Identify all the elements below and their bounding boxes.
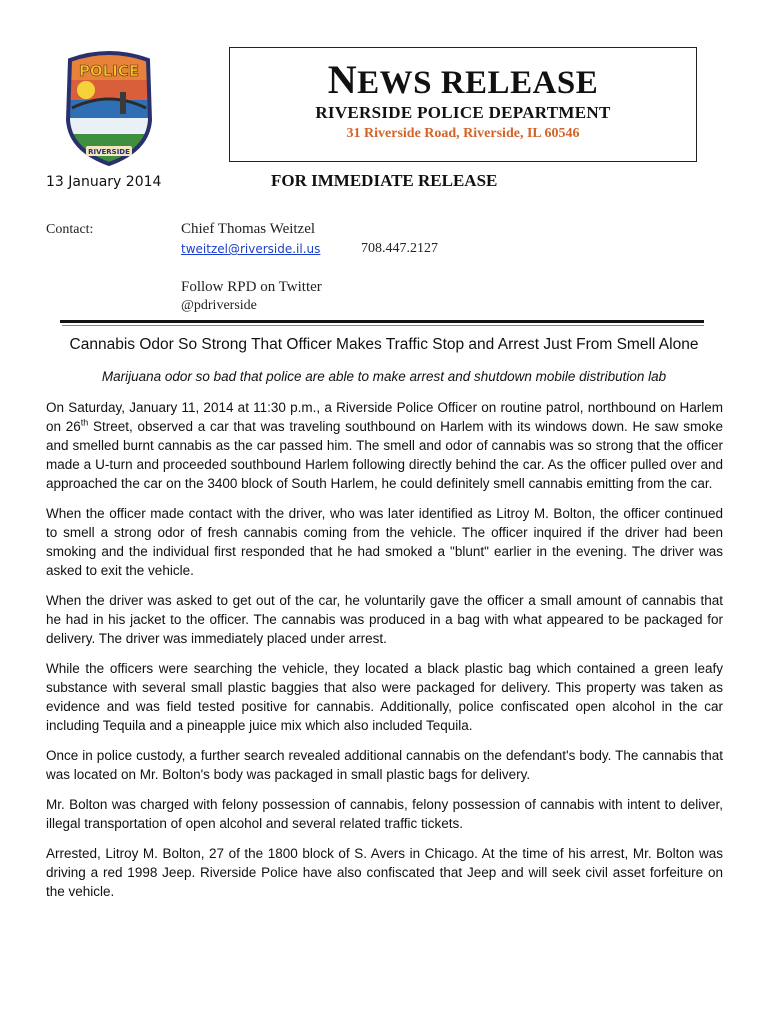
logo-bottom-text: RIVERSIDE <box>88 148 130 156</box>
news-release-header <box>229 47 697 162</box>
news-release-title: NEWS RELEASE <box>327 57 599 102</box>
release-type: FOR IMMEDIATE RELEASE <box>271 171 498 190</box>
contact-email-link[interactable]: tweitzel@riverside.il.us <box>181 242 321 256</box>
divider-rule-shadow <box>62 325 704 326</box>
paragraph: Once in police custody, a further search revealed additional cannabis on the defendant's body. The cannabis that was located on Mr. Bolton's body was packaged in small plastic bags for delivery. <box>46 748 723 782</box>
article-headline: Cannabis Odor So Strong That Officer Makes Traffic Stop and Arrest Just From Smell Alone <box>69 336 699 353</box>
contact-label: Contact: <box>46 222 94 237</box>
article-subhead: Marijuana odor so bad that police are able to make arrest and shutdown mobile distribution lab <box>101 369 667 384</box>
paragraph: Arrested, Litroy M. Bolton, 27 of the 1800 block of S. Avers in Chicago. At the time of his arrest, Mr. Bolton was driving a red 1998 Jeep. Riverside Police have also confiscated that Jeep and will seek civil asset forfeiture on the vehicle. <box>46 846 723 899</box>
police-patch-logo <box>62 50 156 166</box>
department-name: RIVERSIDE POLICE DEPARTMENT <box>315 103 611 122</box>
contact-phone: 708.447.2127 <box>361 241 438 256</box>
twitter-follow-text: Follow RPD on Twitter <box>181 279 322 295</box>
paragraph: On Saturday, January 11, 2014 at 11:30 p.m., a Riverside Police Officer on routine patrol, northbound on Harlem on 26th Street, observed a car that was traveling southbound on Harlem with its windows down. He saw smoke and smelled burnt cannabis as the car passed him. The smell and odor of cannabis was so strong that the officer made a U-turn and proceeded southbound Harlem following directly behind the car. As the officer pulled over and approached the car on the 3400 block of South Harlem, he could definitely smell cannabis emitting from the car. <box>46 400 723 491</box>
contact-name: Chief Thomas Weitzel <box>181 221 316 237</box>
paragraph: While the officers were searching the vehicle, they located a black plastic bag which contained a green leafy substance with several small plastic baggies that also were packaged for delivery. This property was taken as evidence and was field tested positive for cannabis. Additionally, police confiscated open alcohol in the car including Tequila and a pineapple juice mix which also included Tequila. <box>46 661 723 733</box>
article-body <box>46 398 723 912</box>
divider-rule <box>60 320 704 323</box>
paragraph: Mr. Bolton was charged with felony possession of cannabis, felony possession of cannabis with intent to deliver, illegal transportation of open alcohol and several related traffic tickets. <box>46 797 723 831</box>
department-address: 31 Riverside Road, Riverside, IL 60546 <box>346 126 580 141</box>
release-date: 13 January 2014 <box>46 174 162 190</box>
twitter-handle: @pdriverside <box>181 298 257 313</box>
paragraph: When the officer made contact with the driver, who was later identified as Litroy M. Bolton, the officer continued to smell a strong odor of fresh cannabis coming from the vehicle. The officer inquired if the driver had been smoking and the individual first responded that he had smoked a "blunt" earlier in the evening. The driver was asked to exit the vehicle. <box>46 506 723 578</box>
paragraph: When the driver was asked to get out of the car, he voluntarily gave the officer a small amount of cannabis that he had in his jacket to the officer. The cannabis was produced in a bag with what appeared to be packaged for delivery. The driver was immediately placed under arrest. <box>46 593 723 646</box>
logo-top-text: POLICE <box>78 62 140 80</box>
